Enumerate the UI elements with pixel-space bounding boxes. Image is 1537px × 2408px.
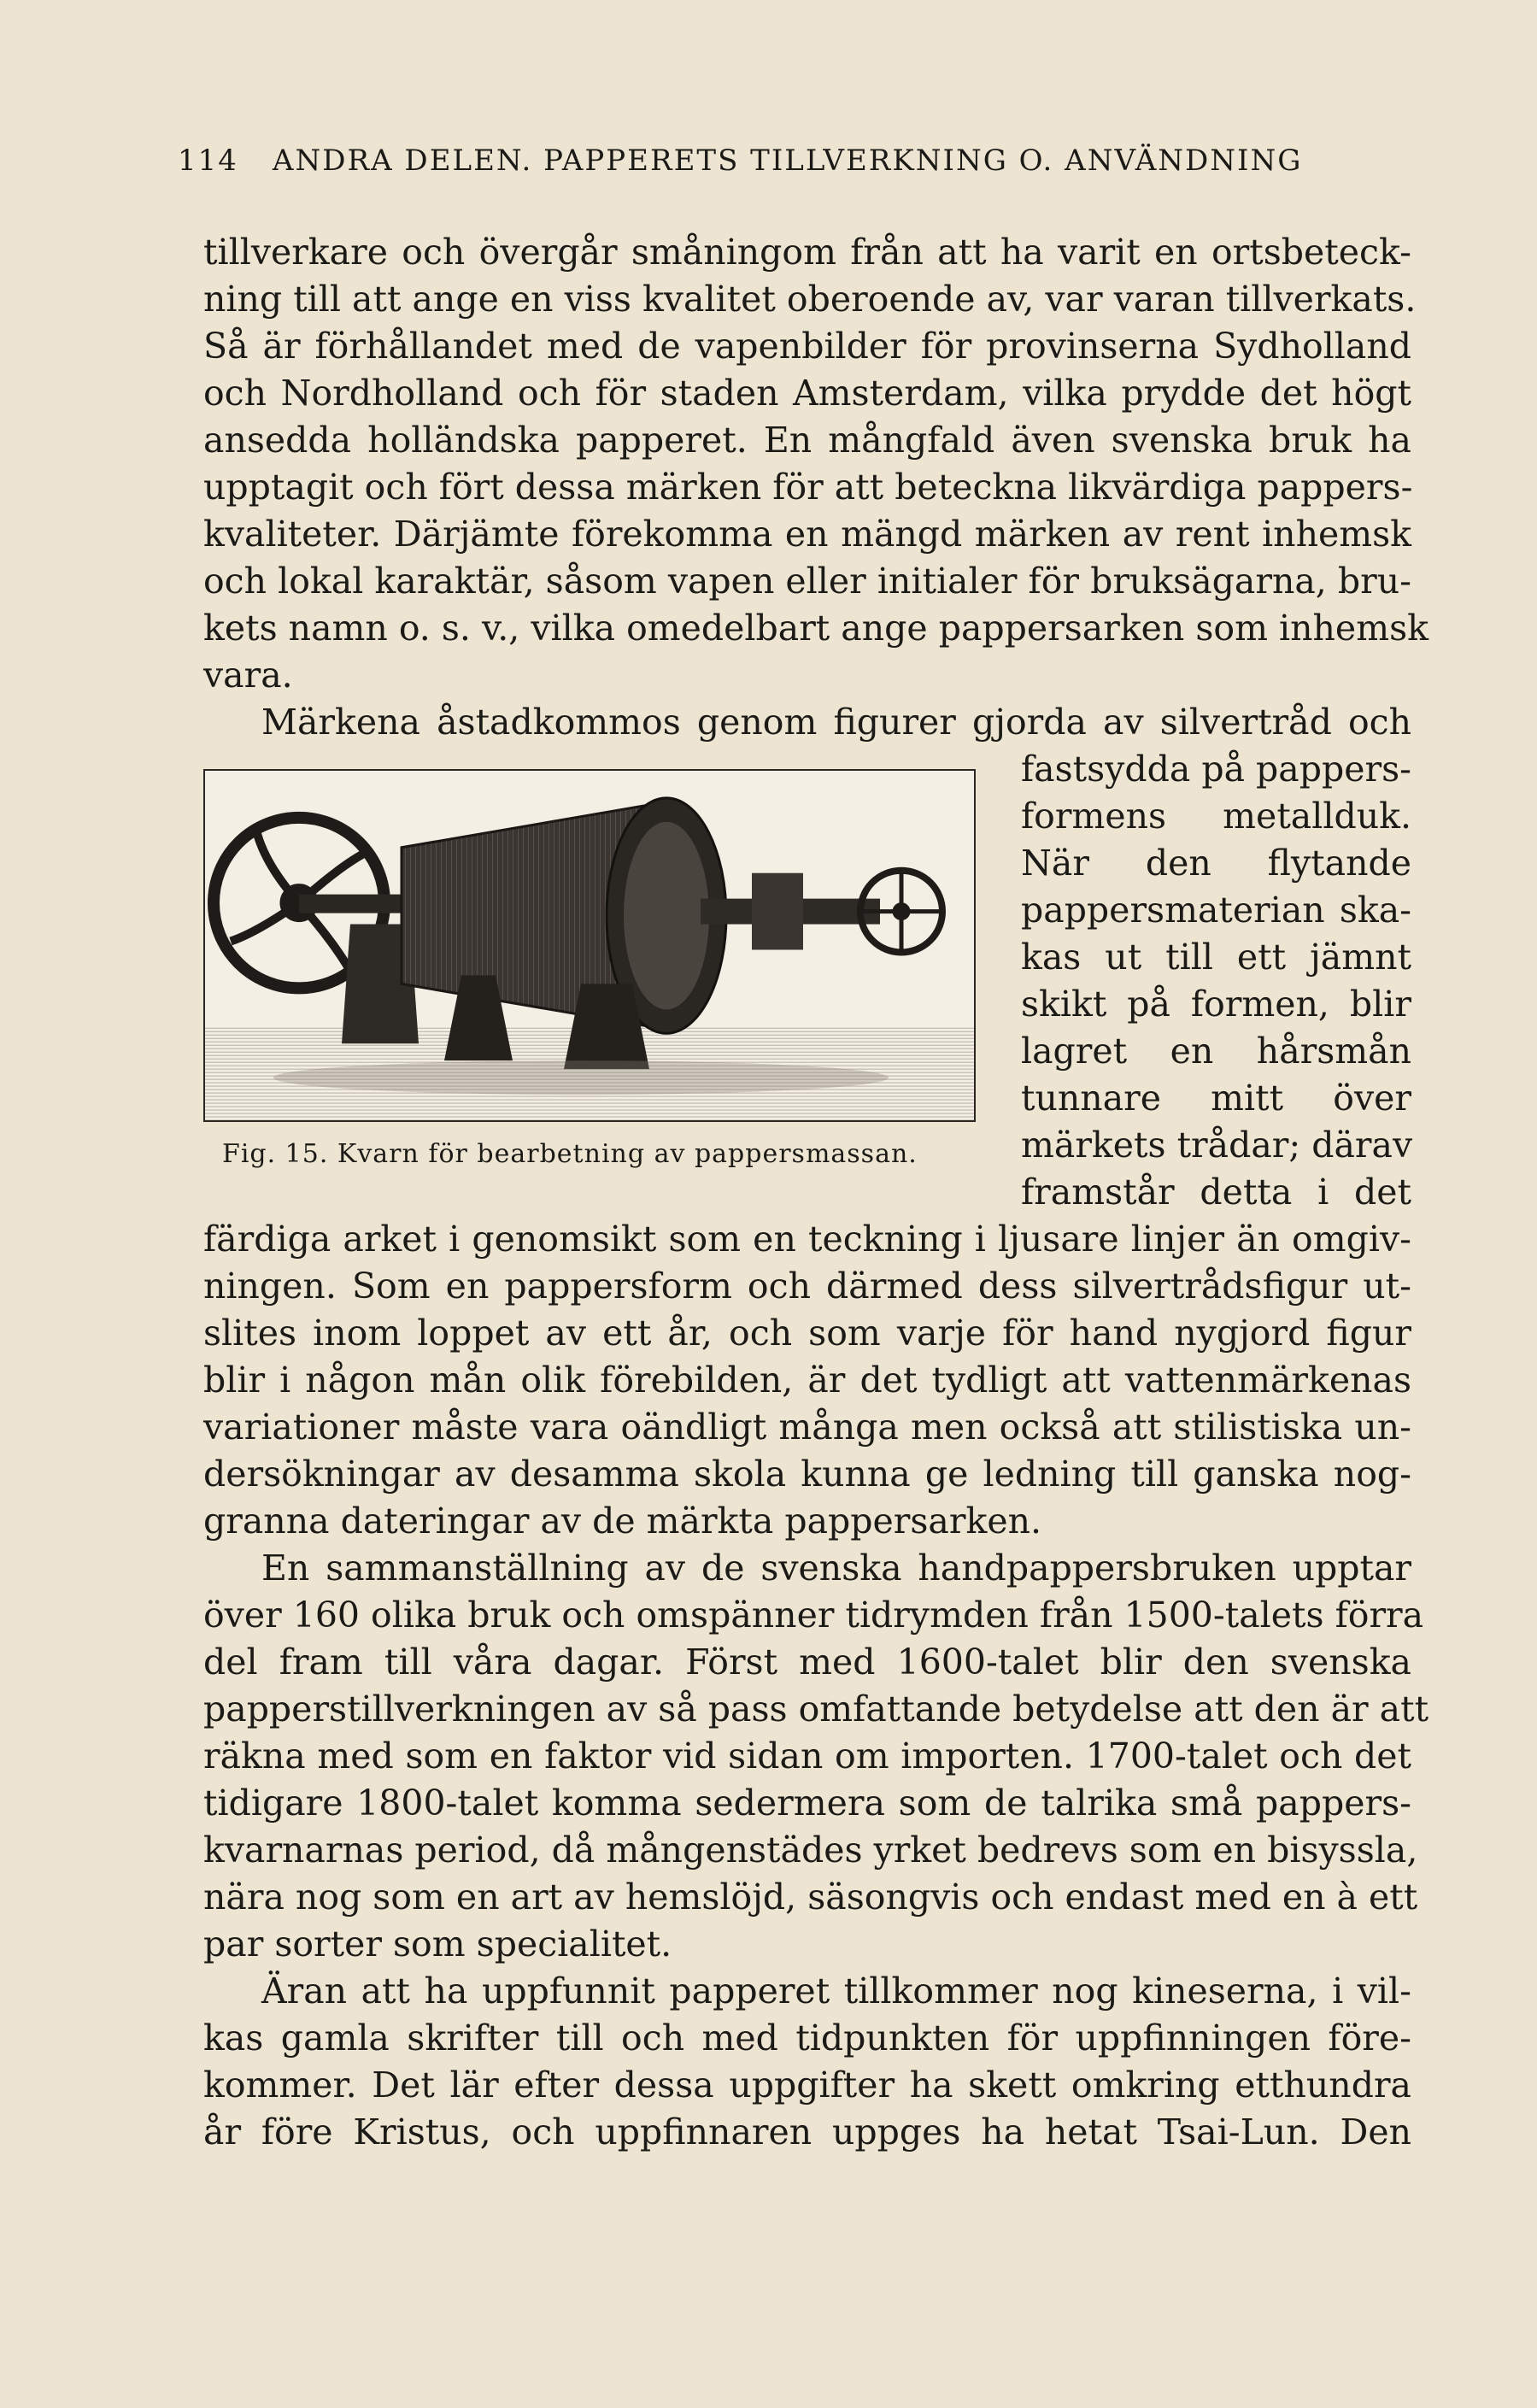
- page-number: 114: [178, 144, 238, 178]
- text-line: kvarnarnas period, då mångenstädes yrket bedrevs som en bisyssla,: [203, 1829, 1418, 1871]
- figure-caption: Fig. 15. Kvarn för bearbetning av pappersmassan.: [222, 1139, 918, 1169]
- text-line: tunnare mitt över: [1021, 1078, 1411, 1119]
- text-line: kommer. Det lär efter dessa uppgifter ha skett omkring etthundra: [203, 2064, 1411, 2106]
- text-line: ning till att ange en viss kvalitet oberoende av, var varan tillverkats.: [203, 279, 1417, 320]
- text-line: papperstillverkningen av så pass omfattande betydelse att den är att: [203, 1689, 1429, 1730]
- text-line: En sammanställning av de svenska handpappersbruken upptar: [261, 1548, 1411, 1589]
- text-line: del fram till våra dagar. Först med 1600-talet blir den svenska: [203, 1642, 1411, 1683]
- text-line: pappersmaterian ska-: [1021, 890, 1411, 931]
- text-line: lagret en hårsmån: [1021, 1031, 1411, 1072]
- running-title: ANDRA DELEN. PAPPERETS TILLVERKNING O. ANVÄNDNING: [272, 144, 1303, 178]
- text-line: skikt på formen, blir: [1021, 984, 1411, 1025]
- text-line: kvaliteter. Därjämte förekomma en mängd märken av rent inhemsk: [203, 514, 1411, 555]
- text-line: märkets trådar; därav: [1021, 1125, 1413, 1166]
- text-line: par sorter som specialitet.: [203, 1923, 672, 1965]
- text-line: vara.: [203, 655, 293, 696]
- text-line: kets namn o. s. v., vilka omedelbart ange pappersarken som inhemsk: [203, 608, 1428, 649]
- text-line: kas ut till ett jämnt: [1021, 937, 1411, 978]
- text-line: kas gamla skrifter till och med tidpunkten för uppfinningen före-: [203, 2017, 1411, 2059]
- running-header: [178, 144, 1378, 178]
- text-line: formens metallduk.: [1021, 796, 1411, 837]
- text-line: nära nog som en art av hemslöjd, säsongvis och endast med en à ett: [203, 1876, 1418, 1918]
- figure-mill-engraving: [203, 769, 976, 1122]
- text-line: år före Kristus, och uppfinnaren uppges ha hetat Tsai-Lun. Den: [203, 2111, 1411, 2153]
- text-line: Äran att ha uppfunnit papperet tillkommer nog kineserna, i vil-: [261, 1970, 1411, 2012]
- text-line: över 160 olika bruk och omspänner tidrymden från 1500-talets förra: [203, 1595, 1424, 1636]
- text-line: blir i någon mån olik förebilden, är det tydligt att vattenmärkenas: [203, 1360, 1411, 1401]
- text-line: färdiga arket i genomsikt som en teckning i ljusare linjer än omgiv-: [203, 1219, 1411, 1260]
- text-line: tillverkare och övergår småningom från att ha varit en ortsbeteck-: [203, 232, 1411, 273]
- mill-illustration: [205, 771, 974, 1120]
- text-line: och Nordholland och för staden Amsterdam, vilka prydde det högt: [203, 373, 1411, 414]
- text-line: framstår detta i det: [1021, 1172, 1411, 1213]
- text-line: och lokal karaktär, såsom vapen eller initialer för bruksägarna, bru-: [203, 561, 1411, 602]
- text-line: räkna med som en faktor vid sidan om importen. 1700-talet och det: [203, 1736, 1411, 1777]
- text-line: tidigare 1800-talet komma sedermera som de talrika små pappers-: [203, 1783, 1411, 1824]
- text-line: När den flytande: [1021, 843, 1411, 884]
- text-line: ansedda holländska papperet. En mångfald även svenska bruk ha: [203, 420, 1411, 461]
- text-line: slites inom loppet av ett år, och som varje för hand nygjord figur: [203, 1313, 1411, 1354]
- text-line: ningen. Som en pappersform och därmed dess silvertrådsfigur ut-: [203, 1266, 1411, 1307]
- text-line: fastsydda på pappers-: [1021, 749, 1411, 790]
- text-line: variationer måste vara oändligt många men också att stilistiska un-: [203, 1407, 1411, 1448]
- text-line: upptagit och fört dessa märken för att beteckna likvärdiga pappers-: [203, 467, 1413, 508]
- text-line: Märkena åstadkommos genom figurer gjorda av silvertråd och: [261, 702, 1411, 743]
- text-line: Så är förhållandet med de vapenbilder för provinserna Sydholland: [203, 326, 1411, 367]
- text-line: dersökningar av desamma skola kunna ge ledning till ganska nog-: [203, 1454, 1411, 1495]
- text-line: granna dateringar av de märkta pappersarken.: [203, 1501, 1042, 1542]
